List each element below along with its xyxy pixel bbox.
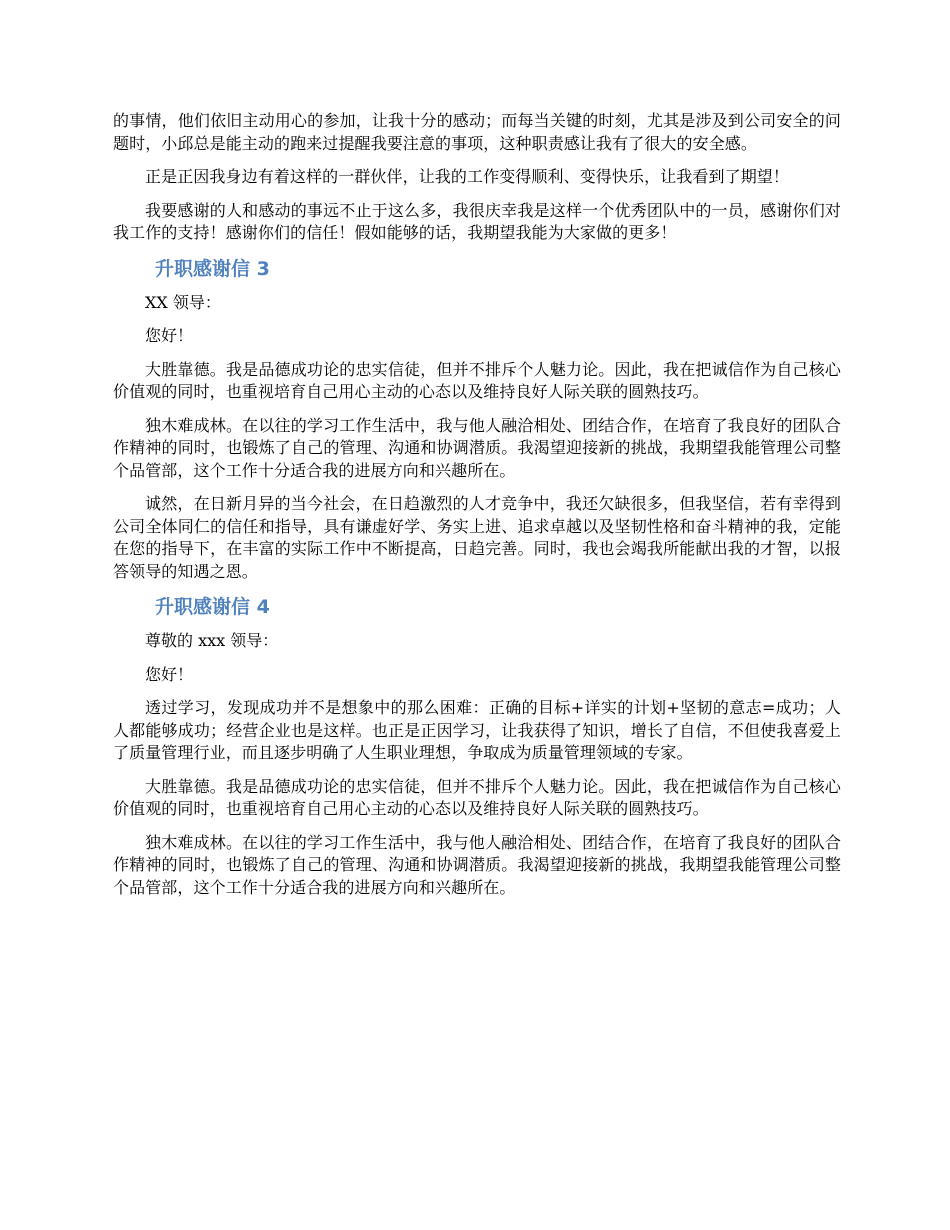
letter-4-salutation: 尊敬的 xxx 领导： [145,631,279,650]
letter-3-paragraph-1: 大胜靠德。我是品德成功论的忠实信徒，但并不排斥个人魅力论。因此，我在把诚信作为自己核心价值观的同时，也重视培育自己用心主动的心态以及维持良好人际关联的圆熟技巧。 [113,359,841,401]
letter-4-paragraph-3: 独木难成林。在以往的学习工作生活中，我与他人融洽相处、团结合作，在培育了我良好的团队合作精神的同时，也锻炼了自己的管理、沟通和协调潜质。我渴望迎接新的挑战，我期望我能管理公司整个品管部，这个工作十分适合我的进展方向和兴趣所在。 [113,832,841,897]
letter-3-salutation: XX 领导： [145,292,221,312]
intro-paragraph-1: 的事情，他们依旧主动用心的参加，让我十分的感动；而每当关键的时刻，尤其是涉及到公司安全的问题时，小邱总是能主动的跑来过提醒我要注意的事项，这种职责感让我有了很大的安全感。 [113,111,841,153]
intro-paragraph-3: 我要感谢的人和感动的事远不止于这么多，我很庆幸我是这样一个优秀团队中的一员，感谢你们对我工作的支持！感谢你们的信任！假如能够的话，我期望我能为大家做的更多！ [113,200,841,242]
document-page [113,110,841,910]
letter-4-greeting: 您好！ [145,664,194,684]
letter-4-title: 升职感谢信 4 [155,596,270,618]
letter-4-paragraph-2: 大胜靠德。我是品德成功论的忠实信徒，但并不排斥个人魅力论。因此，我在把诚信作为自己核心价值观的同时，也重视培育自己用心主动的心态以及维持良好人际关联的圆熟技巧。 [113,776,841,818]
letter-3-paragraph-3: 诚然，在日新月异的当今社会，在日趋激烈的人才竞争中，我还欠缺很多，但我坚信，若有幸得到公司全体同仁的信任和指导，具有谦虚好学、务实上进、追求卓越以及坚韧性格和奋斗精神的我，定能在您的指导下，在丰富的实际工作中不断提高，日趋完善。同时，我也会竭我所能献出我的才智，以报答领导的知遇之恩。 [113,494,841,581]
letter-3-paragraph-2: 独木难成林。在以往的学习工作生活中，我与他人融洽相处、团结合作，在培育了我良好的团队合作精神的同时，也锻炼了自己的管理、沟通和协调潜质。我渴望迎接新的挑战，我期望我能管理公司整个品管部，这个工作十分适合我的进展方向和兴趣所在。 [113,415,841,480]
letter-3-greeting: 您好！ [145,326,194,345]
letter-3-title: 升职感谢信 3 [155,257,270,280]
intro-paragraph-2: 正是正因我身边有着这样的一群伙伴，让我的工作变得顺利、变得快乐，让我看到了期望！ [145,167,790,186]
letter-4-paragraph-1: 透过学习，发现成功并不是想象中的那么困难：正确的目标+详实的计划+坚韧的意志=成功；人人都能够成功；经营企业也是这样。也正是正因学习，让我获得了知识，增长了自信，不但使我喜爱上了质量管理行业，而且逐步明确了人生职业理想，争取成为质量管理领域的专家。 [113,698,841,762]
